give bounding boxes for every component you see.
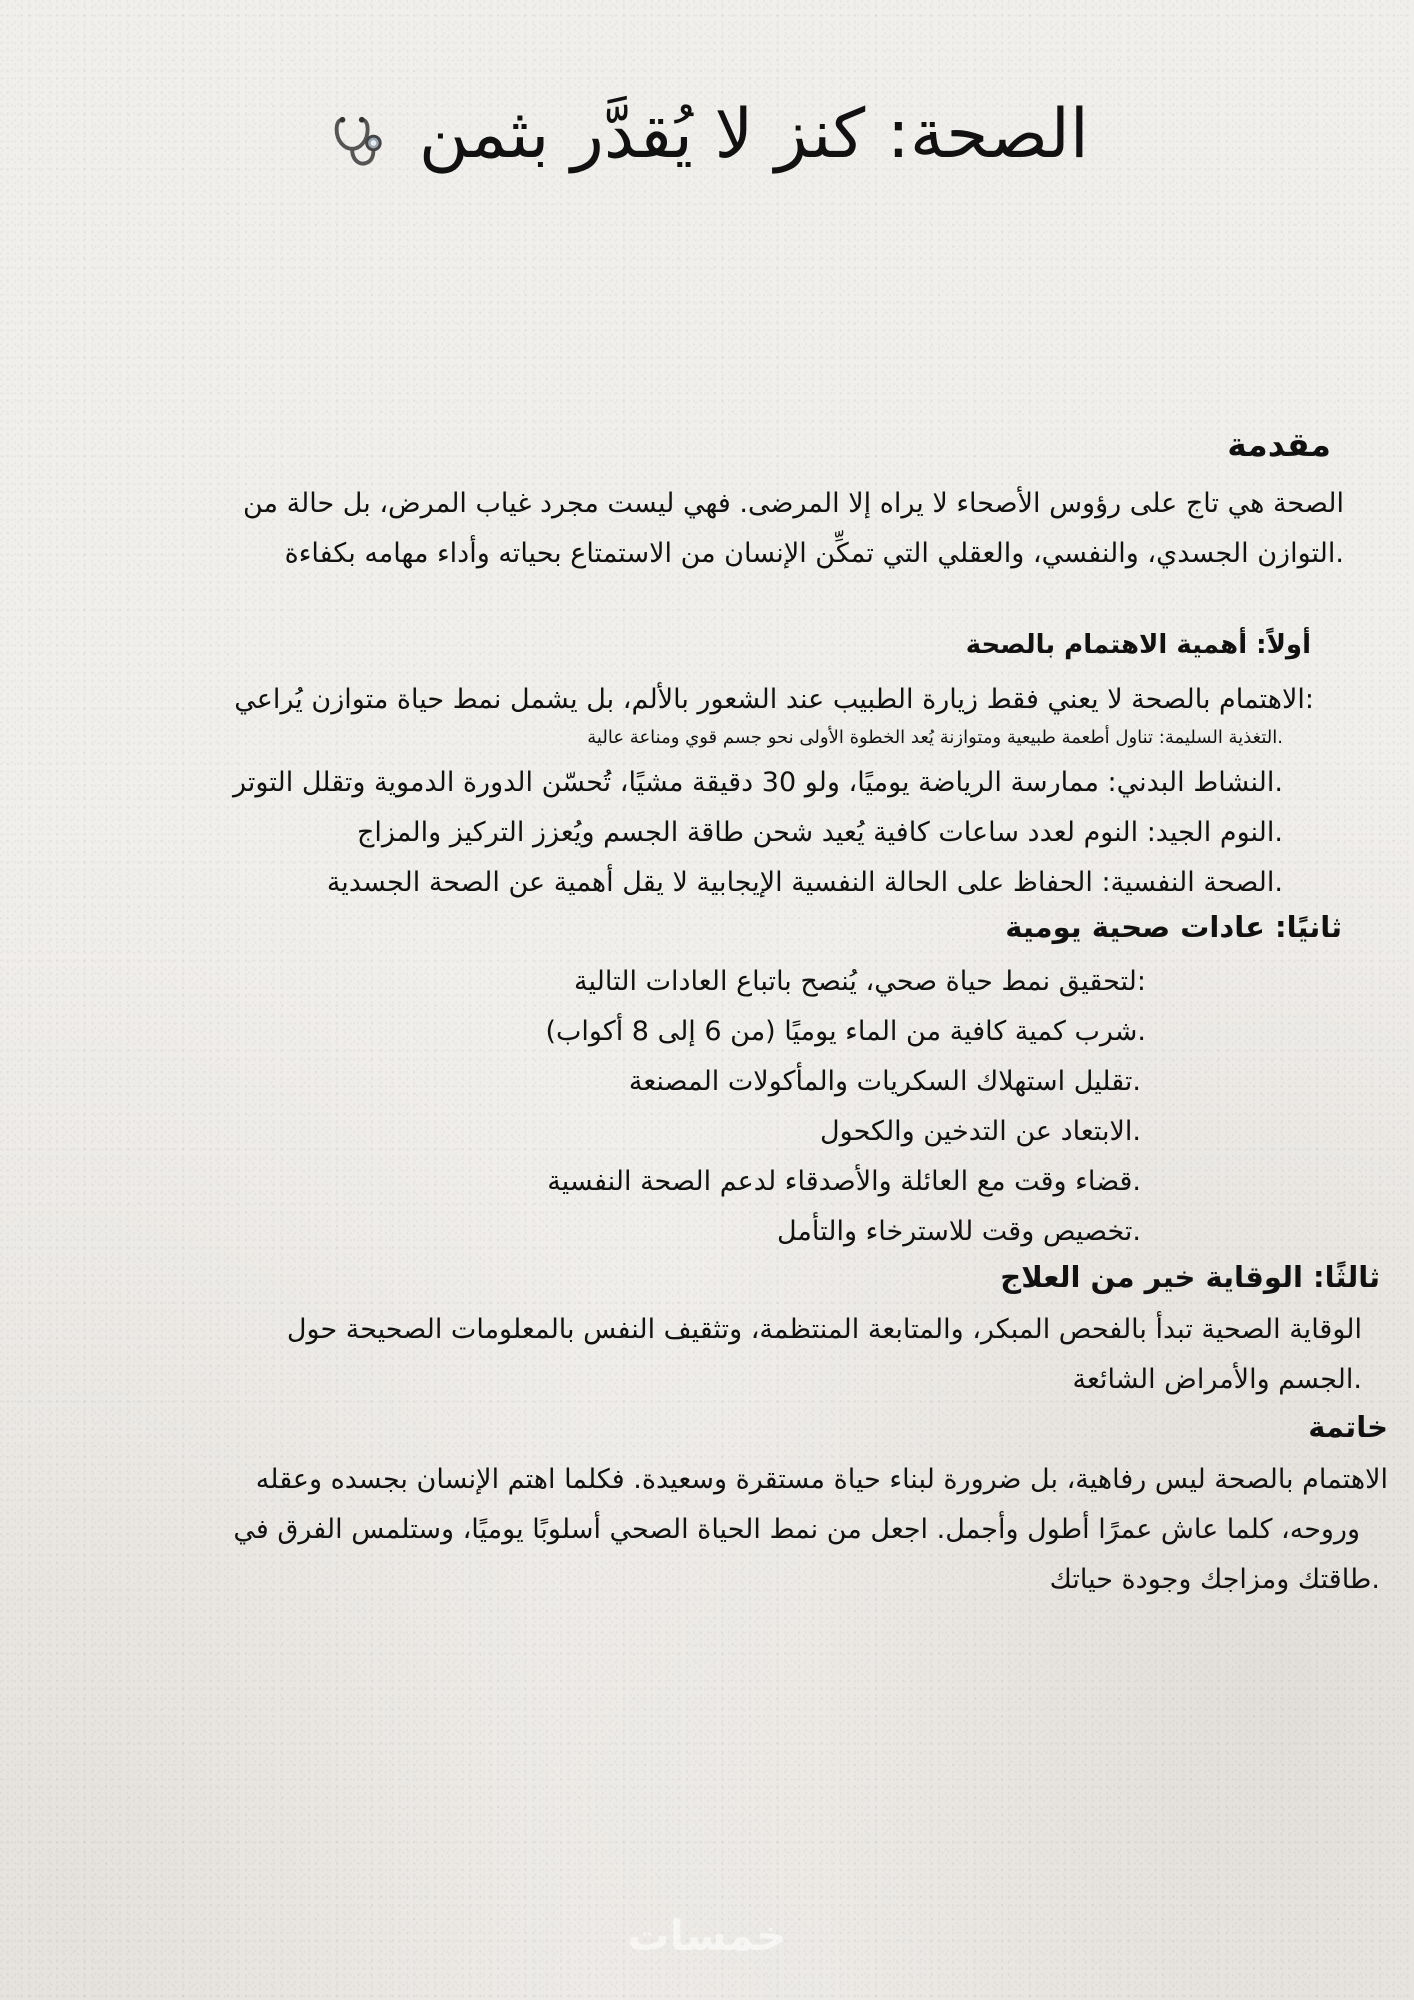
section2-item-2: .تقليل استهلاك السكريات والمأكولات المصنعة <box>628 1066 1141 1097</box>
conclusion-line-2: وروحه، كلما عاش عمرًا أطول وأجمل. اجعل من نمط الحياة الصحي أسلوبًا يوميًا، وستلمس الفرق في <box>233 1514 1360 1545</box>
page-title-text: الصحة: كنز لا يُقدَّر بثمن <box>418 95 1089 174</box>
section3-heading: ثالثًا: الوقاية خير من العلاج <box>1000 1260 1380 1294</box>
section2-lead: :لتحقيق نمط حياة صحي، يُنصح باتباع العادات التالية <box>574 966 1146 997</box>
conclusion-line-1: الاهتمام بالصحة ليس رفاهية، بل ضرورة لبناء حياة مستقرة وسعيدة. فكلما اهتم الإنسان بجسده وعقله <box>255 1464 1388 1495</box>
section2-item-5: .تخصيص وقت للاسترخاء والتأمل <box>776 1216 1141 1247</box>
intro-line-1: الصحة هي تاج على رؤوس الأصحاء لا يراه إلا المرضى. فهي ليست مجرد غياب المرض، بل حالة من <box>242 488 1344 519</box>
section1-lead: :الاهتمام بالصحة لا يعني فقط زيارة الطبيب عند الشعور بالألم، بل يشمل نمط حياة متوازن يُراعي <box>234 684 1314 715</box>
section3-line-2: .الجسم والأمراض الشائعة <box>1072 1364 1362 1395</box>
section1-item-4: .الصحة النفسية: الحفاظ على الحالة النفسية الإيجابية لا يقل أهمية عن الصحة الجسدية <box>326 867 1283 898</box>
conclusion-line-3: .طاقتك ومزاجك وجودة حياتك <box>1049 1564 1380 1595</box>
section2-item-1: .شرب كمية كافية من الماء يوميًا (من 6 إلى 8 أكواب) <box>545 1016 1146 1047</box>
section2-heading: ثانيًا: عادات صحية يومية <box>1005 910 1342 944</box>
section3-line-1: الوقاية الصحية تبدأ بالفحص المبكر، والمتابعة المنتظمة، وتثقيف النفس بالمعلومات الصحيحة حول <box>286 1314 1362 1345</box>
section2-item-4: .قضاء وقت مع العائلة والأصدقاء لدعم الصحة النفسية <box>547 1166 1141 1197</box>
intro-heading: مقدمة <box>1227 425 1331 464</box>
section1-heading: أولاً: أهمية الاهتمام بالصحة <box>965 630 1311 660</box>
watermark-logo: خمسات <box>627 1911 787 1960</box>
conclusion-heading: خاتمة <box>1308 1410 1388 1444</box>
page-title <box>0 90 1414 180</box>
section1-item-2: .النشاط البدني: ممارسة الرياضة يوميًا، ولو 30 دقيقة مشيًا، تُحسّن الدورة الدموية وتقلل التوتر <box>233 767 1283 798</box>
stethoscope-icon <box>325 107 387 169</box>
section1-item-3: .النوم الجيد: النوم لعدد ساعات كافية يُعيد شحن طاقة الجسم ويُعزز التركيز والمزاج <box>356 817 1283 848</box>
section1-item-1: .التغذية السليمة: تناول أطعمة طبيعية ومتوازنة يُعد الخطوة الأولى نحو جسم قوي ومناعة عالية <box>587 727 1283 748</box>
intro-line-2: .التوازن الجسدي، والنفسي، والعقلي التي تمكِّن الإنسان من الاستمتاع بحياته وأداء مهامه بكفاءة <box>284 538 1344 569</box>
section2-item-3: .الابتعاد عن التدخين والكحول <box>820 1116 1141 1147</box>
